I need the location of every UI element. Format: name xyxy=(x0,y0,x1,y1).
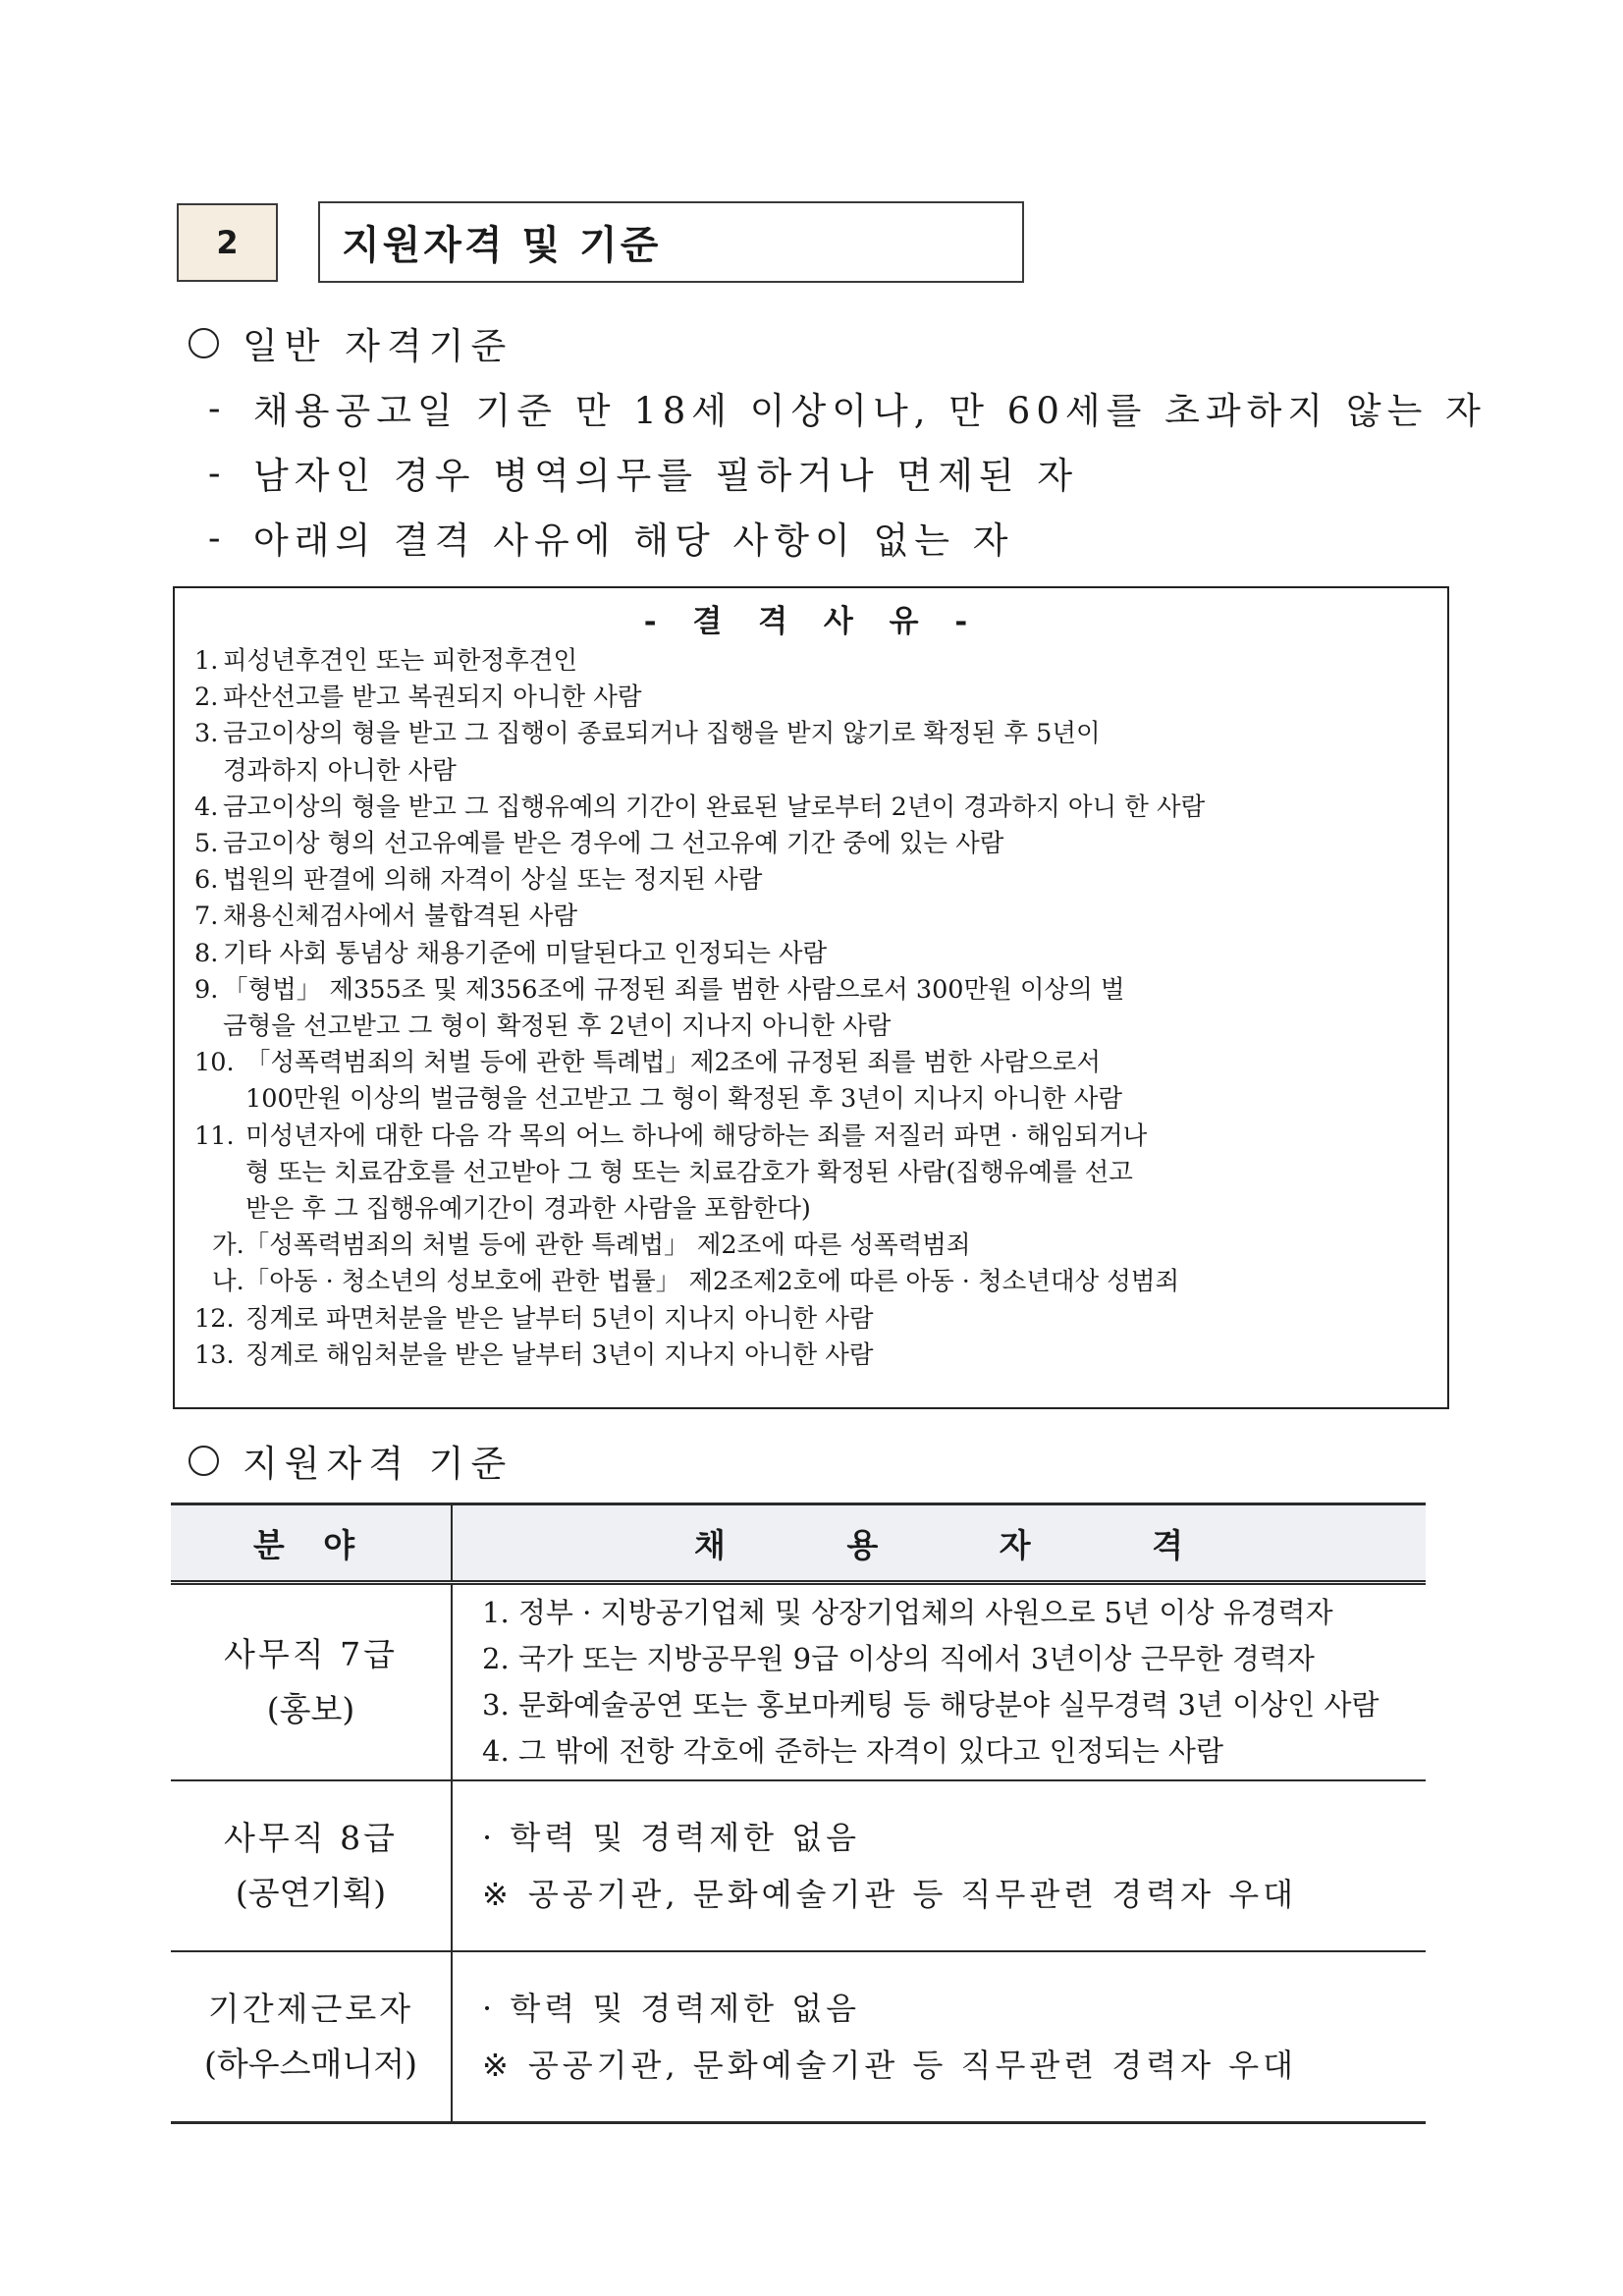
item-number: 4. xyxy=(194,792,219,822)
list-item: 4. 그 밖에 전항 각호에 준하는 자격이 있다고 인정되는 사람 xyxy=(482,1734,1223,1768)
section-number: 2 xyxy=(177,203,278,282)
note: ※ 공공기관, 문화예술기관 등 직무관련 경력자 우대 xyxy=(482,2047,1298,2084)
list-item: · 학력 및 경력제한 없음 xyxy=(482,1990,861,2027)
item-text-line: 형 또는 치료감호를 선고받아 그 형 또는 치료감호가 확정된 사람(집행유예를 선고 xyxy=(245,1157,1133,1187)
column-header-field: 분 야 xyxy=(171,1504,452,1583)
item-number: 9. xyxy=(194,974,219,1005)
disqualification-box xyxy=(173,586,1449,1409)
item-text-line: 금고이상의 형을 받고 그 집행이 종료되거나 집행을 받지 않기로 확정된 후 5년이 xyxy=(223,719,1101,749)
item-number: 3. xyxy=(194,719,219,749)
column-header-qualification: 채 용 자 격 xyxy=(452,1504,1426,1583)
list-item xyxy=(194,1301,1430,1338)
general-heading xyxy=(189,316,513,369)
list-item: - 남자인 경우 병역의무를 필하거나 면제된 자 xyxy=(208,451,1079,497)
field-cell: 기간제근로자 (하우스매니저) xyxy=(171,1951,452,2123)
qualification-heading xyxy=(189,1434,513,1487)
reference-mark-icon: ※ xyxy=(482,2047,513,2084)
item-text-line: 금고이상의 형을 받고 그 집행유예의 기간이 완료된 날로부터 2년이 경과하지 아니 한 사람 xyxy=(223,792,1206,822)
item-text-line: 징계로 해임처분을 받은 날부터 3년이 지나지 아니한 사람 xyxy=(245,1339,874,1370)
table-row xyxy=(171,1951,1426,2123)
table-row xyxy=(171,1780,1426,1951)
qualification-table xyxy=(171,1503,1426,2124)
dot-bullet-icon: · xyxy=(482,1990,511,2027)
general-criteria-list xyxy=(208,375,1487,570)
reference-mark-icon: ※ xyxy=(482,1876,513,1913)
list-item xyxy=(194,680,1430,716)
item-number: 11. xyxy=(194,1121,235,1151)
qualification-cell xyxy=(452,1951,1426,2123)
list-item: - 아래의 결격 사유에 해당 사항이 없는 자 xyxy=(208,516,1014,562)
item-text-line: 받은 후 그 집행유예기간이 경과한 사람을 포함한다) xyxy=(245,1194,811,1225)
list-item xyxy=(194,826,1430,862)
list-item xyxy=(194,862,1430,899)
item-number: 2. xyxy=(194,683,219,713)
item-text-line: 100만원 이상의 벌금형을 선고받고 그 형이 확정된 후 3년이 지나지 아니한 사람 xyxy=(245,1084,1123,1115)
item-text-line: 채용신체검사에서 불합격된 사람 xyxy=(223,902,578,932)
item-number: 10. xyxy=(194,1048,235,1078)
list-item: 2. 국가 또는 지방공무원 9급 이상의 직에서 3년이상 근무한 경력자 xyxy=(482,1642,1315,1675)
item-text-line: 「형법」 제355조 및 제356조에 규정된 죄를 범한 사람으로서 300만원 이상의 벌 xyxy=(223,974,1125,1005)
general-heading-text: 일반 자격기준 xyxy=(243,325,514,367)
item-text-line: 피성년후견인 또는 피한정후견인 xyxy=(223,646,578,676)
list-item xyxy=(194,972,1430,1045)
table-row xyxy=(171,1583,1426,1781)
list-item xyxy=(194,790,1430,826)
item-text-line: 「성폭력범죄의 처벌 등에 관한 특례법」제2조에 규정된 죄를 범한 사람으로서 xyxy=(245,1048,1102,1078)
field-cell: 사무직 7급 (홍보) xyxy=(171,1583,452,1781)
table-header-row xyxy=(171,1504,1426,1583)
item-number: 1. xyxy=(194,646,219,676)
disqualification-subitems xyxy=(194,1228,1430,1300)
list-item xyxy=(194,643,1430,680)
dash-icon: - xyxy=(208,516,227,559)
sub-item: 가.「성폭력범죄의 처벌 등에 관한 특례법」 제2조에 따른 성폭력범죄 xyxy=(212,1230,971,1261)
list-item: 3. 문화예술공연 또는 홍보마케팅 등 해당분야 실무경력 3년 이상인 사람 xyxy=(482,1688,1380,1722)
item-text-line: 파산선고를 받고 복권되지 아니한 사람 xyxy=(223,683,642,713)
dot-bullet-icon: · xyxy=(482,1819,511,1856)
list-item: 1. 정부 · 지방공기업체 및 상장기업체의 사원으로 5년 이상 유경력자 xyxy=(482,1596,1333,1629)
item-number: 8. xyxy=(194,938,219,968)
list-item xyxy=(194,1119,1430,1229)
sub-item: 나.「아동 · 청소년의 성보호에 관한 법률」 제2조제2호에 따른 아동 · 청소년대상 성범죄 xyxy=(212,1267,1180,1297)
disqualification-title: - 결 격 사 유 - xyxy=(643,604,981,639)
list-item: · 학력 및 경력제한 없음 xyxy=(482,1819,861,1856)
item-text-line: 경과하지 아니한 사람 xyxy=(223,755,457,786)
section-title: 지원자격 및 기준 xyxy=(318,201,1024,283)
item-text-line: 금고이상 형의 선고유예를 받은 경우에 그 선고유예 기간 중에 있는 사람 xyxy=(223,829,1004,859)
disqualification-list xyxy=(194,643,1430,1228)
note: ※ 공공기관, 문화예술기관 등 직무관련 경력자 우대 xyxy=(482,1876,1298,1913)
list-item: - 채용공고일 기준 만 18세 이상이나, 만 60세를 초과하지 않는 자 xyxy=(208,386,1487,432)
item-text-line: 법원의 판결에 의해 자격이 상실 또는 정지된 사람 xyxy=(223,865,763,896)
item-number: 13. xyxy=(194,1339,235,1370)
qualification-heading-text: 지원자격 기준 xyxy=(243,1443,514,1485)
circle-bullet-icon xyxy=(189,1446,219,1476)
list-item xyxy=(194,1045,1430,1118)
item-number: 6. xyxy=(194,865,219,896)
qualification-cell xyxy=(452,1780,1426,1951)
list-item xyxy=(194,1338,1430,1374)
item-number: 7. xyxy=(194,902,219,932)
item-text-line: 기타 사회 통념상 채용기준에 미달된다고 인정되는 사람 xyxy=(223,938,828,968)
qualification-cell xyxy=(452,1583,1426,1781)
list-item xyxy=(194,716,1430,789)
circle-bullet-icon xyxy=(189,328,219,358)
item-text-line: 금형을 선고받고 그 형이 확정된 후 2년이 지나지 아니한 사람 xyxy=(223,1011,892,1042)
item-number: 5. xyxy=(194,829,219,859)
field-cell: 사무직 8급 (공연기획) xyxy=(171,1780,452,1951)
list-item xyxy=(194,936,1430,972)
item-text-line: 미성년자에 대한 다음 각 목의 어느 하나에 해당하는 죄를 저질러 파면 · 해임되거나 xyxy=(245,1121,1148,1151)
item-text-line: 징계로 파면처분을 받은 날부터 5년이 지나지 아니한 사람 xyxy=(245,1303,874,1334)
dash-icon: - xyxy=(208,451,227,494)
dash-icon: - xyxy=(208,386,227,429)
disqualification-tail-list xyxy=(194,1301,1430,1374)
item-number: 12. xyxy=(194,1303,235,1334)
list-item xyxy=(194,899,1430,935)
